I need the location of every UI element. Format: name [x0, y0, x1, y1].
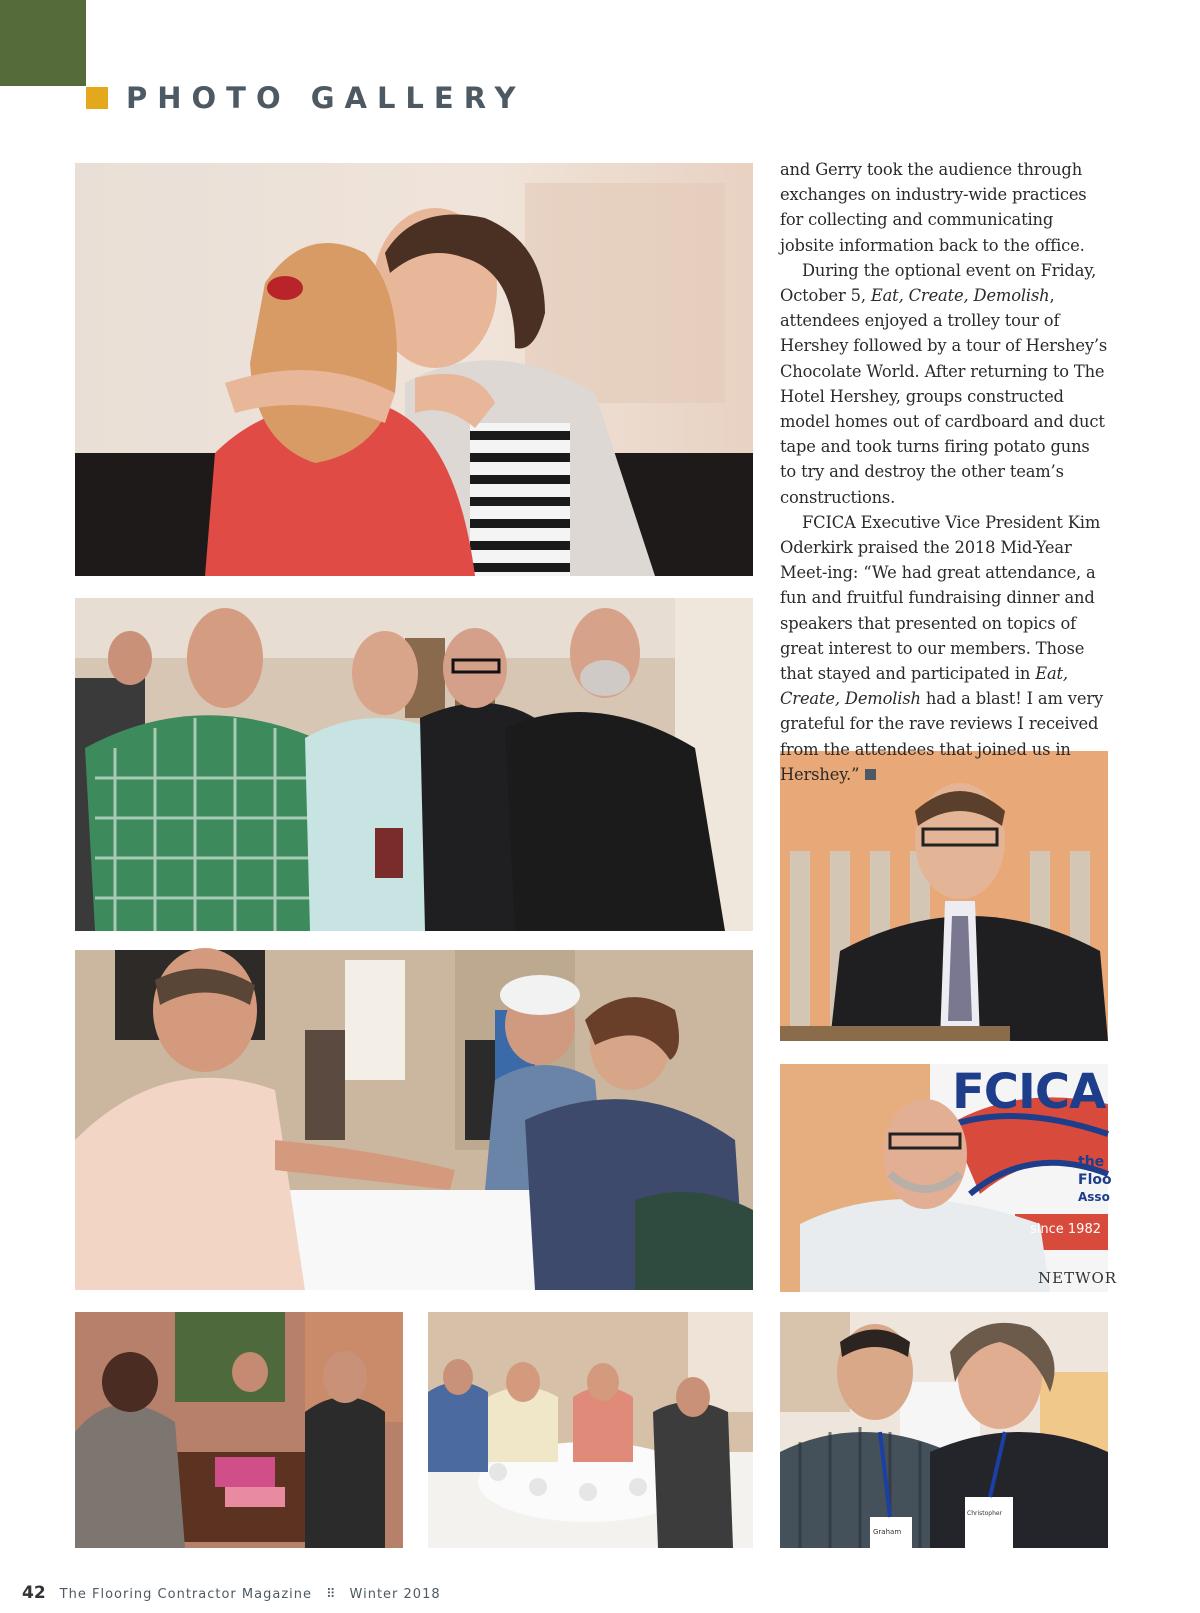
photo-banquet [428, 1312, 753, 1548]
event-name: Eat, Create, Demolish [780, 664, 1068, 709]
article-paragraph [780, 157, 1110, 258]
photo-dinner-table [75, 1312, 403, 1548]
banner-text-floo: Floo [1078, 1172, 1112, 1188]
paragraph-text: and Gerry took the audience through exchanges on industry-wide practices for collecting and communicating jobsite information back to the office. [780, 160, 1087, 255]
photo-building-activity [75, 950, 753, 1290]
paragraph-text: FCICA Executive Vice President Kim Oderkirk praised the 2018 Mid-Year Meet-ing: “We had great attendance, a fun and fruitful fundraising dinner and speakers that presented on topics of great interest to our members. Those that stayed and participated in [780, 512, 1101, 684]
photo-speaker-podium [780, 751, 1108, 1041]
footer-separator: ⠿ [326, 1587, 336, 1602]
photo-fcica-banner [780, 1064, 1118, 1292]
banner-since: since 1982 [1030, 1222, 1101, 1237]
section-marker [86, 87, 108, 109]
article-body [780, 157, 1110, 787]
section-title: PHOTO GALLERY [126, 81, 526, 115]
end-of-article-mark [865, 769, 876, 780]
section-header [86, 80, 525, 116]
banner-text-asso: Asso [1078, 1190, 1110, 1204]
fcica-logo: FCICA [952, 1064, 1106, 1120]
corner-color-block [0, 0, 86, 86]
page-number: 42 [22, 1583, 46, 1603]
article-paragraph [780, 258, 1110, 510]
publication-name: The Flooring Contractor Magazine [59, 1587, 312, 1602]
name-badge-right: Christopher [967, 1510, 1003, 1517]
banner-text-the: the [1078, 1154, 1105, 1170]
page-footer [22, 1583, 441, 1603]
event-name: Eat, Create, Demolish [870, 286, 1050, 306]
photo-women-hugging [75, 163, 753, 576]
paragraph-text: During the optional event on Friday, October 5, [780, 260, 1097, 306]
article-paragraph [780, 510, 1110, 787]
paragraph-text: had a blast! I am very grateful for the rave reviews I received from the attendees that joined us in Hershey.” [780, 689, 1103, 784]
issue-date: Winter 2018 [349, 1587, 441, 1602]
photo-two-men-badges [780, 1312, 1108, 1548]
banner-network: NETWOR [1038, 1269, 1118, 1287]
photo-group-of-men [75, 598, 753, 931]
name-badge-left: Graham [873, 1528, 902, 1536]
paragraph-text: , attendees enjoyed a trolley tour of Hershey followed by a tour of Hershey’s Chocolate World. After returning to The Hotel Hershey, groups constructed model homes out of cardboard and duct tape and took turns firing potato guns to try and destroy the other team’s constructions. [780, 286, 1108, 507]
